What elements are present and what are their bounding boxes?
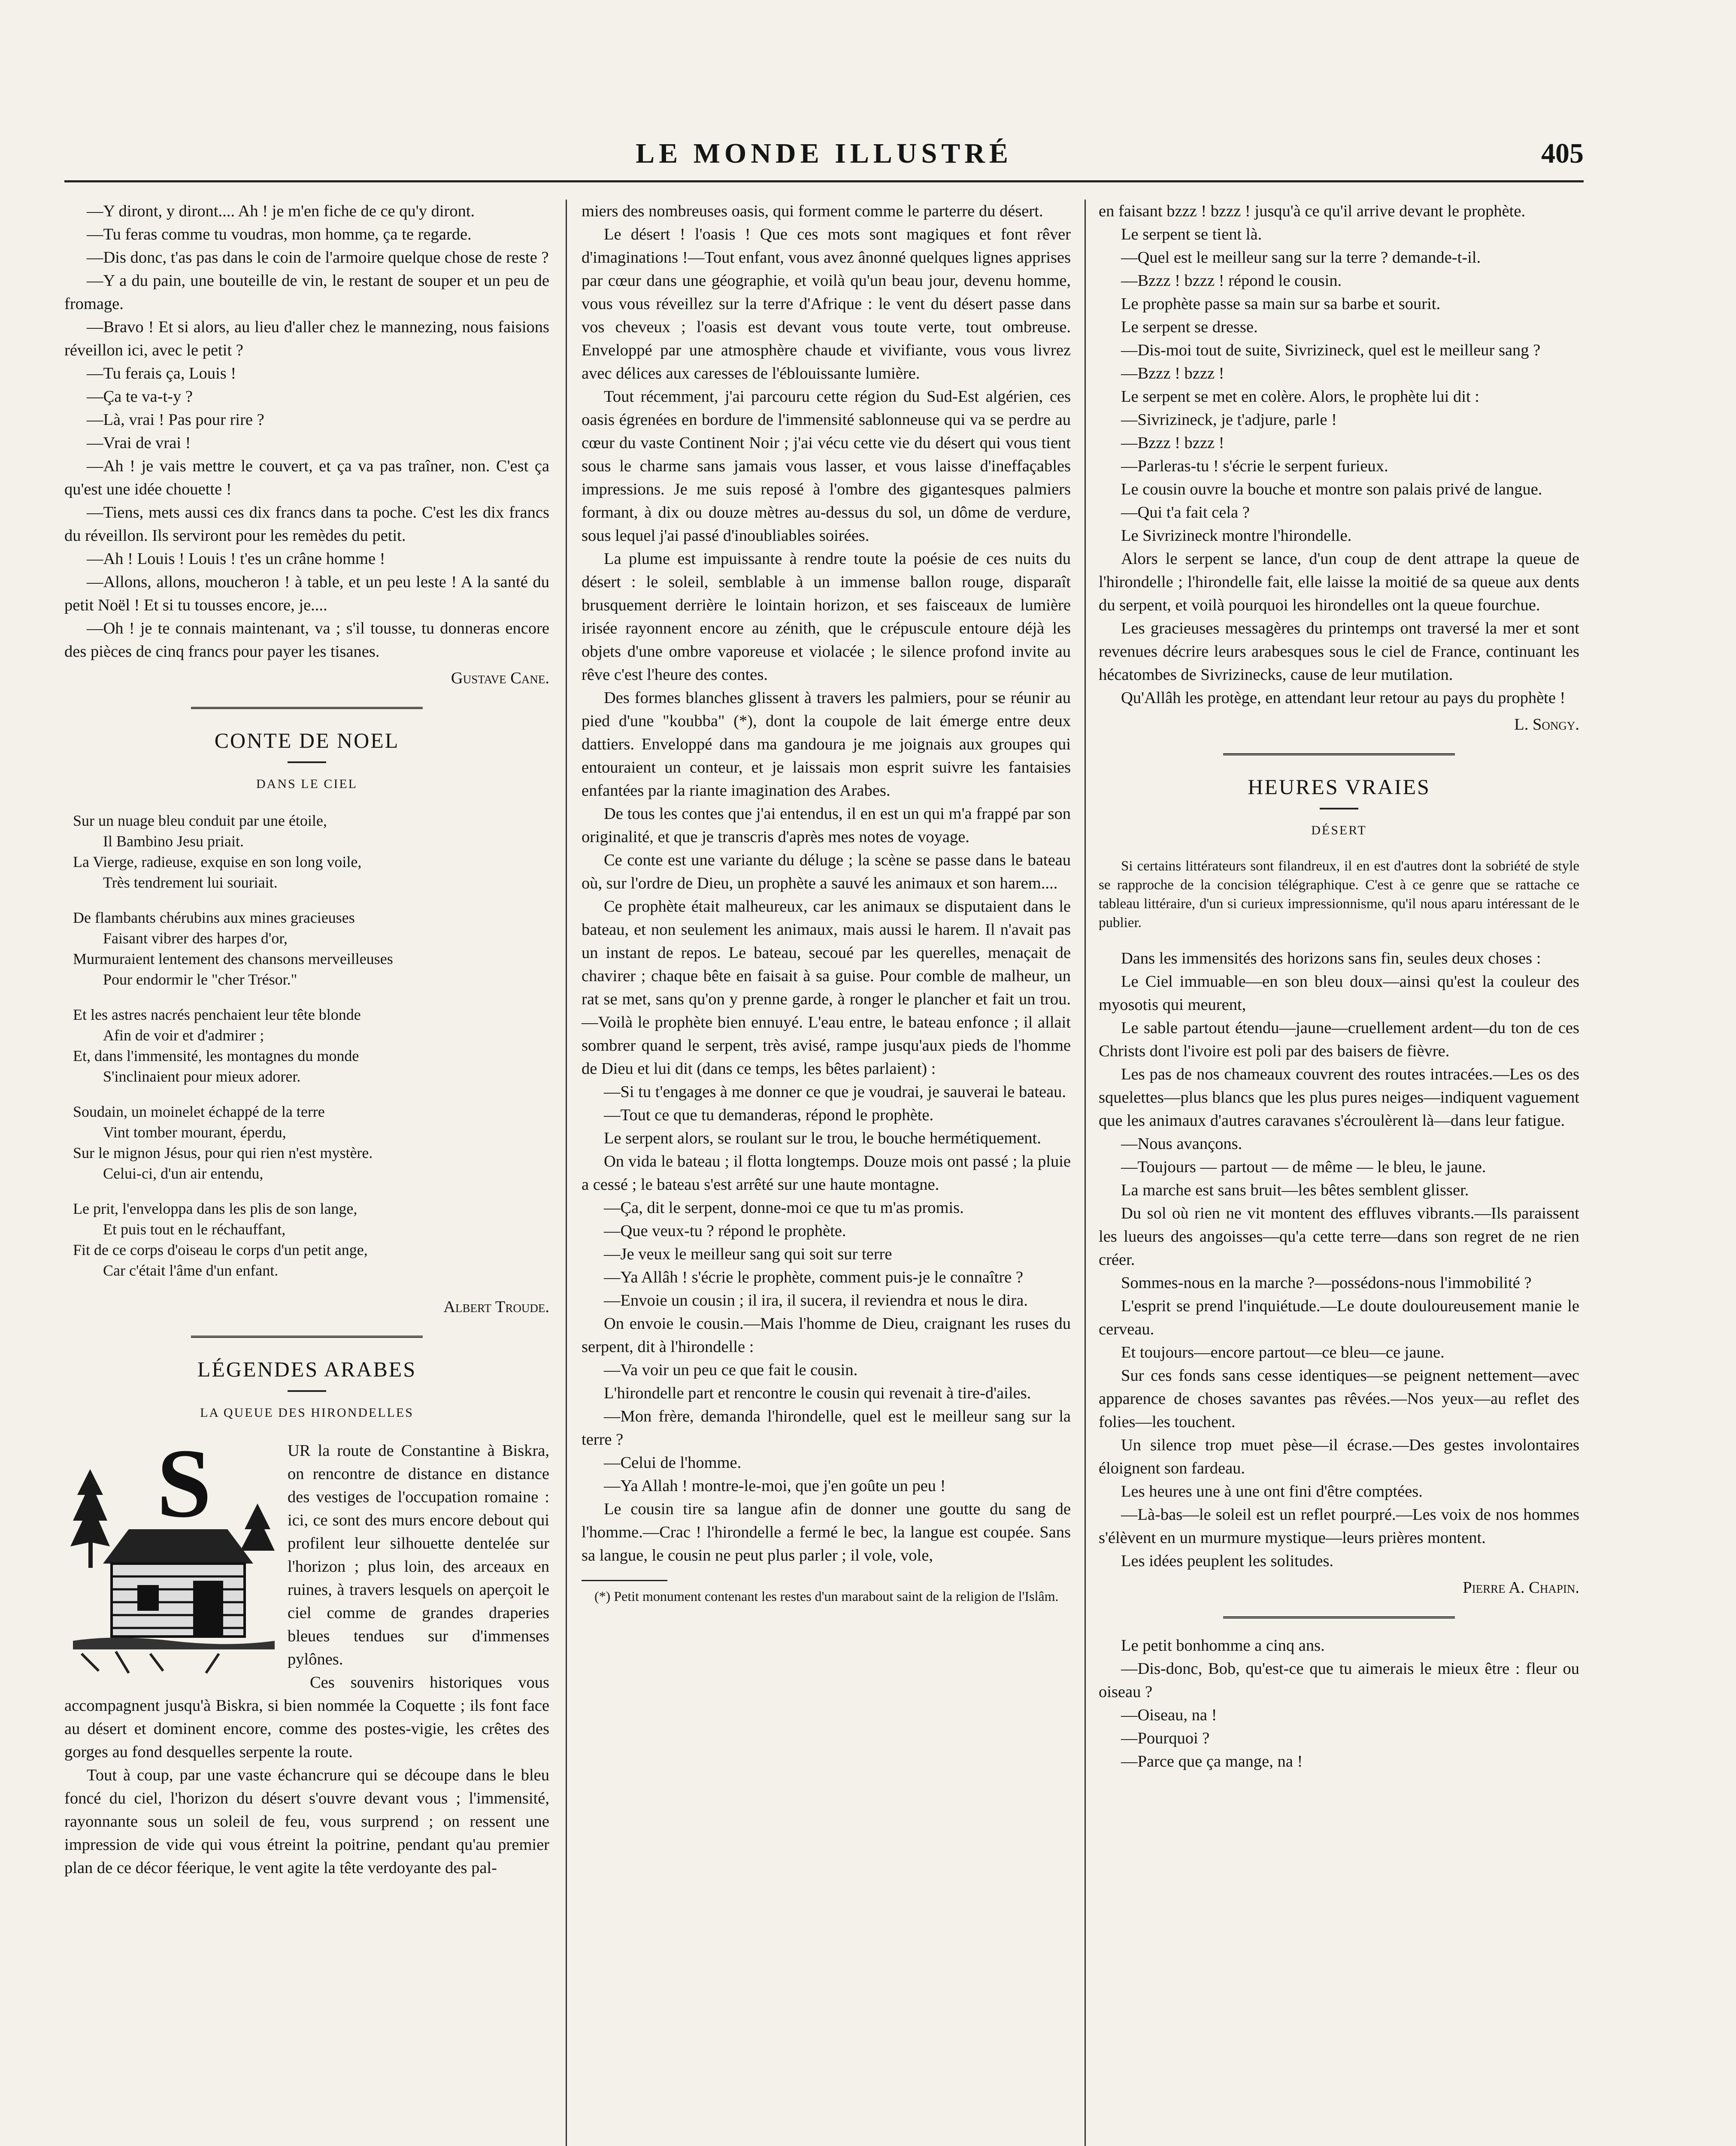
paragraph: Le Sivrizineck montre l'hirondelle. (1121, 527, 1352, 545)
paragraph: Sommes-nous en la marche ?—possédons-nous l'immobilité ? (1121, 1274, 1532, 1292)
paragraph: —Tu feras comme tu voudras, mon homme, ça te regarde. (87, 225, 472, 243)
paragraph: —Mon frère, demanda l'hirondelle, quel est le meilleur sang sur la terre ? (582, 1407, 1071, 1449)
poem-stanza (64, 907, 549, 990)
poem-stanza (64, 1101, 549, 1184)
section-separator (1223, 1616, 1455, 1621)
paragraph: —Toujours — partout — de même — le bleu, le jaune. (1121, 1158, 1486, 1176)
paragraph: —Nous avançons. (1121, 1135, 1242, 1153)
poem-line: Le prit, l'enveloppa dans les plis de son lange, (73, 1200, 358, 1217)
poem-line: Sur un nuage bleu conduit par une étoile, (73, 812, 327, 829)
paragraph: L'esprit se prend l'inquiétude.—Le doute douloureusement manie le cerveau. (1099, 1297, 1579, 1338)
section-separator (1223, 753, 1455, 758)
section-separator (191, 707, 423, 712)
paragraph: Le sable partout étendu—jaune—cruellement ardent—du ton de ces Christs dont l'ivoire est poli par des baisers de fièvre. (1099, 1019, 1579, 1060)
paragraph: —Que veux-tu ? répond le prophète. (604, 1222, 846, 1240)
column-1 (64, 200, 549, 1879)
paragraph: —Bzzz ! bzzz ! répond le cousin. (1121, 272, 1342, 290)
paragraph: —Ya Allah ! montre-le-moi, que j'en goûte un peu ! (604, 1477, 946, 1495)
poem (64, 810, 549, 1281)
paragraph: Les heures une à une ont fini d'être comptées. (1121, 1482, 1423, 1500)
paragraph: Du sol où rien ne vit montent des effluves vibrants.—Ils paraissent les lueurs des angoisses—qu'a cette terre—dans son regret de ne rien créer. (1099, 1204, 1579, 1269)
paragraph: La marche est sans bruit—les bêtes semblent glisser. (1121, 1181, 1469, 1199)
page-number: 405 (1541, 138, 1584, 169)
poem-line: Très tendrement lui souriait. (103, 874, 278, 891)
paragraph: —Ça, dit le serpent, donne-moi ce que tu m'as promis. (604, 1199, 964, 1217)
paragraph: —Tiens, mets aussi ces dix francs dans ta poche. C'est les dix francs du réveillon. Ils serviront pour les remèdes du petit. (64, 503, 549, 545)
paragraph: Qu'Allâh les protège, en attendant leur retour au pays du prophète ! (1121, 689, 1566, 707)
title-rule (288, 1390, 326, 1392)
poem-line: La Vierge, radieuse, exquise en son long voile, (73, 853, 362, 870)
column-2 (582, 200, 1071, 1605)
poem-stanza (64, 810, 549, 893)
paragraph: Le petit bonhomme a cinq ans. (1121, 1637, 1325, 1655)
paragraph: —Je veux le meilleur sang qui soit sur terre (604, 1245, 892, 1263)
paragraph: Dans les immensités des horizons sans fin, seules deux choses : (1121, 949, 1541, 967)
paragraph: —Quel est le meilleur sang sur la terre ? demande-t-il. (1121, 249, 1481, 267)
section-subtitle: DANS LE CIEL (256, 777, 358, 791)
paragraph: Les idées peuplent les solitudes. (1121, 1552, 1334, 1570)
paragraph: Le serpent se dresse. (1121, 318, 1258, 336)
paragraph: Les gracieuses messagères du printemps ont traversé la mer et sont revenues décrire leurs arabesques sous le ciel de France, continuant les hécatombes de Sivrizinecks, cause de leur mutilation. (1099, 619, 1579, 684)
paragraph: —Bzzz ! bzzz ! (1121, 364, 1224, 382)
paragraph: —Ah ! Louis ! Louis ! t'es un crâne homme ! (87, 550, 385, 568)
page-header (64, 137, 1584, 185)
paragraph: en faisant bzzz ! bzzz ! jusqu'à ce qu'il arrive devant le prophète. (1099, 202, 1526, 220)
paragraph: miers des nombreuses oasis, qui forment comme le parterre du désert. (582, 202, 1043, 220)
illustrated-opening (64, 1439, 549, 1879)
story-ending (64, 200, 549, 663)
paragraph: —Tout ce que tu demanderas, répond le prophète. (604, 1106, 934, 1124)
paragraph: L'hirondelle part et rencontre le cousin qui revenait à tire-d'ailes. (604, 1384, 1031, 1402)
paragraph: Ces souvenirs historiques vous accompagnent jusqu'à Biskra, si bien nommée la Coquette ; ils font face au désert et dominent encore, comme des postes-vigie, les crêtes des gorges au fond desquelles serpente la route. (64, 1673, 549, 1761)
column-3 (1099, 200, 1579, 1773)
paragraph: —Allons, allons, moucheron ! à table, et un peu leste ! A la santé du petit Noël ! Et si tu tousses encore, je.... (64, 573, 549, 614)
journal-title: LE MONDE ILLUSTRÉ (636, 138, 1012, 169)
poem-line: Sur le mignon Jésus, pour qui rien n'est mystère. (73, 1144, 373, 1161)
author-signature: Albert Troude. (443, 1298, 549, 1316)
paragraph: Et toujours—encore partout—ce bleu—ce jaune. (1121, 1343, 1445, 1361)
poem-line: Celui-ci, d'un air entendu, (103, 1165, 264, 1182)
header-rule (64, 180, 1584, 182)
paragraph: On vida le bateau ; il flotta longtemps. Douze mois ont passé ; la pluie a cessé ; le bateau s'est arrêté sur une haute montagne. (582, 1152, 1071, 1194)
poem-line: Pour endormir le "cher Trésor." (103, 971, 297, 988)
paragraph: Le prophète passe sa main sur sa barbe et sourit. (1121, 295, 1441, 313)
paragraph: Ce prophète était malheureux, car les animaux se disputaient dans le bateau, et non seulement les animaux, mais aussi le harem. Il n'avait pas un instant de repos. Le bateau, secoué par les querelles, menaçait de chavirer ; chaque bête en faisait à sa guise. Pour comble de malheur, un rat se met, sans qu'on y prenne garde, à ronger le plancher et fait un trou.—Voilà le prophète bien ennuyé. L'eau entre, le bateau enfonce ; il allait sombrer quand le serpent, très avisé, rampe jusqu'aux pieds de l'homme de Dieu et lui dit (dans ce temps, les bêtes parlaient) : (582, 897, 1071, 1078)
paragraph: —Bzzz ! bzzz ! (1121, 434, 1224, 452)
paragraph: Sur ces fonds sans cesse identiques—se peignent nettement—avec apparence de choses savantes pas rêvées.—Nos yeux—au reflet des folies—les touchent. (1099, 1367, 1579, 1431)
heures-text (1099, 947, 1579, 1573)
paragraph: Un silence trop muet pèse—il écrase.—Des gestes involontaires éloignent son fardeau. (1099, 1436, 1579, 1477)
legendes-conclusion (1099, 200, 1579, 709)
footnote: (*) Petit monument contenant les restes d'un marabout saint de la religion de l'Islâm. (594, 1588, 1059, 1604)
paragraph: —Sivrizineck, je t'adjure, parle ! (1121, 411, 1337, 429)
author-signature: Pierre A. Chapin. (1463, 1579, 1579, 1597)
paragraph: —Tu ferais ça, Louis ! (87, 364, 236, 382)
legendes-continued (582, 200, 1071, 1567)
section-separator (191, 1336, 423, 1340)
paragraph: —Qui t'a fait cela ? (1121, 503, 1250, 521)
paragraph: —Dis-donc, Bob, qu'est-ce que tu aimerais le mieux être : fleur ou oiseau ? (1099, 1660, 1579, 1701)
paragraph: Le désert ! l'oasis ! Que ces mots sont magiques et font rêver d'imaginations !—Tout enfant, vous avez ânonné quelques lignes apprises par cœur dans une géographie, et voilà qu'un beau jour, devenu homme, vous vous réveillez sur la terre d'Afrique : le vent du désert passe dans vos cheveux ; l'oasis est devant vous toute verte, tout ombreuse. Enveloppé par une atmosphère chaude et vivifiante, vous vous livrez avec délices aux caresses de l'éblouissante lumière. (582, 225, 1071, 382)
author-signature: L. Songy. (1514, 715, 1579, 734)
column-divider-1 (566, 200, 567, 2146)
paragraph: Ce conte est une variante du déluge ; la scène se passe dans le bateau où, sur l'ordre de Dieu, un prophète a sauvé les animaux et son harem.... (582, 851, 1071, 892)
section-subtitle: DÉSERT (1311, 823, 1367, 837)
drop-cap-letter: S (157, 1439, 212, 1538)
paragraph: UR la route de Constantine à Biskra, on rencontre de distance en distance des vestiges de l'occupation romaine : ici, ce sont des murs encore debout qui profilent leur silhouette dentelée sur l'horizon ; plus loin, des arceaux en ruines, à travers lesquels on aperçoit le ciel comme de grandes draperies bleues tendues sur d'immenses pylônes. (288, 1442, 549, 1668)
paragraph: La plume est impuissante à rendre toute la poésie de ces nuits du désert : le soleil, semblable à un immense ballon rouge, disparaît brusquement derrière le lointain horizon, et ses faisceaux de lumière irisée rayonnent encore au zénith, que le crépuscule entoure déjà les objets d'une ombre vaporeuse et violacée ; le silence profond invite au rêve c'est l'heure des contes. (582, 550, 1071, 684)
paragraph: —Y diront, y diront.... Ah ! je m'en fiche de ce qu'y diront. (87, 202, 475, 220)
poem-line: Fit de ce corps d'oiseau le corps d'un petit ange, (73, 1241, 368, 1258)
section-title: HEURES VRAIES (1248, 775, 1430, 799)
author-signature: Gustave Cane. (451, 669, 549, 687)
paragraph: Le serpent alors, se roulant sur le trou, le bouche hermétiquement. (604, 1129, 1041, 1147)
paragraph: —Parce que ça mange, na ! (1121, 1752, 1303, 1770)
poem-line: De flambants chérubins aux mines gracieuses (73, 909, 355, 926)
paragraph: Le serpent se met en colère. Alors, le prophète lui dit : (1121, 388, 1479, 406)
paragraph: Le cousin ouvre la bouche et montre son palais privé de langue. (1121, 480, 1542, 498)
paragraph: —Oiseau, na ! (1121, 1706, 1217, 1724)
paragraph: —Ah ! je vais mettre le couvert, et ça va pas traîner, non. C'est ça qu'est une idée chouette ! (64, 457, 549, 498)
drop-cap-illustration (64, 1439, 279, 1679)
title-rule (288, 761, 326, 763)
paragraph: Le Ciel immuable—en son bleu doux—ainsi qu'est la couleur des myosotis qui meurent, (1099, 973, 1579, 1014)
poem-line: Car c'était l'âme d'un enfant. (103, 1262, 279, 1279)
poem-line: Afin de voir et d'admirer ; (103, 1027, 264, 1044)
poem-line: Faisant vibrer des harpes d'or, (103, 930, 288, 947)
paragraph: Les pas de nos chameaux couvrent des routes intracées.—Les os des squelettes—plus blancs que les plus pures neiges—indiquent vaguement que les animaux d'autres caravanes s'écroulèrent là—dans leur fatigue. (1099, 1065, 1579, 1130)
poem-stanza (64, 1004, 549, 1087)
anecdote (1099, 1634, 1579, 1773)
title-rule (1320, 808, 1358, 809)
poem-line: S'inclinaient pour mieux adorer. (103, 1068, 301, 1085)
paragraph: Alors le serpent se lance, d'un coup de dent attrape la queue de l'hirondelle ; l'hirondelle fait, elle laisse la moitié de sa queue aux dents du serpent, et voilà pourquoi les hirondelles ont la queue fourchue. (1099, 550, 1579, 614)
paragraph: Des formes blanches glissent à travers les palmiers, pour se réunir au pied d'une "koubba" (*), dont la coupole de lait émerge entre deux dattiers. Enveloppé dans ma gandoura je me joignais aux groupes qui entouraient un conteur, et je laissais mon esprit suivre les fantaisies enfantées par la riante imagination des Arabes. (582, 689, 1071, 800)
poem-line: Et les astres nacrés penchaient leur tête blonde (73, 1006, 361, 1023)
paragraph: —Parleras-tu ! s'écrie le serpent furieux. (1121, 457, 1388, 475)
section-subtitle: LA QUEUE DES HIRONDELLES (200, 1406, 414, 1420)
paragraph: —Oh ! je te connais maintenant, va ; s'il tousse, tu donneras encore des pièces de cinq francs pour payer les tisanes. (64, 619, 549, 661)
footnote-rule (582, 1580, 667, 1581)
paragraph: —Pourquoi ? (1121, 1729, 1210, 1747)
paragraph: —Là, vrai ! Pas pour rire ? (87, 411, 264, 429)
paragraph: —Là-bas—le soleil est un reflet pourpré.—Les voix de nos hommes s'élèvent en un murmure mystique—leurs prières montent. (1099, 1506, 1579, 1547)
poem-line: Et, dans l'immensité, les montagnes du monde (73, 1047, 359, 1064)
paragraph: De tous les contes que j'ai entendus, il en est un qui m'a frappé par son originalité, et que je transcris d'après mes notes de voyage. (582, 805, 1071, 846)
column-divider-2 (1085, 200, 1086, 2146)
poem-line: Murmuraient lentement des chansons merveilleuses (73, 950, 393, 967)
paragraph: Le serpent se tient là. (1121, 225, 1262, 243)
editor-introduction: Si certains littérateurs sont filandreux, il en est d'autres dont la sobriété de style se rapproche de la concision télégraphique. C'est à ce genre que se rattache ce tableau littéraire, d'un si curieux impressionnisme, qu'il nous aparu intéressant de le publier. (1099, 858, 1579, 931)
paragraph: —Y a du pain, une bouteille de vin, le restant de souper et un peu de fromage. (64, 272, 549, 313)
poem-line: Soudain, un moinelet échappé de la terre (73, 1103, 325, 1120)
poem-line: Et puis tout en le réchauffant, (103, 1221, 286, 1238)
paragraph: On envoie le cousin.—Mais l'homme de Dieu, craignant les ruses du serpent, dit à l'hirondelle : (582, 1315, 1071, 1356)
paragraph: —Dis donc, t'as pas dans le coin de l'armoire quelque chose de reste ? (87, 249, 549, 267)
paragraph: —Ça te va-t-y ? (87, 388, 193, 406)
paragraph: —Celui de l'homme. (604, 1454, 742, 1472)
poem-line: Il Bambino Jesu priait. (103, 833, 244, 850)
paragraph: Tout récemment, j'ai parcouru cette région du Sud-Est algérien, ces oasis égrenées en bordure de l'immensité sablonneuse qui va se perdre au cœur du vaste Continent Noir ; j'ai vécu cette vie du désert qui vous tient sous le charme sans jamais vous lasser, et vous laisse d'ineffaçables impressions. Je me suis reposé à l'ombre des gigantesques palmiers formant, à dix ou douze mètres au-dessus du sol, un dôme de verdure, sous lequel j'ai passé d'inoubliables soirées. (582, 388, 1071, 545)
paragraph: —Dis-moi tout de suite, Sivrizineck, quel est le meilleur sang ? (1121, 341, 1541, 359)
paragraph: —Envoie un cousin ; il ira, il sucera, il reviendra et nous le dira. (604, 1291, 1028, 1309)
paragraph: —Si tu t'engages à me donner ce que je voudrai, je sauverai le bateau. (604, 1083, 1066, 1101)
poem-line: Vint tomber mourant, éperdu, (103, 1124, 286, 1141)
poem-stanza (64, 1198, 549, 1281)
paragraph: Tout à coup, par une vaste échancrure qui se découpe dans le bleu foncé du ciel, l'horizon du désert s'ouvre devant vous ; l'immensité, rayonnante sous un soleil de feu, vous surprend ; on ressent une impression de vide qui vous étreint la poitrine, pendant qu'au premier plan de ce décor féerique, le vent agite la tête verdoyante des pal- (64, 1766, 549, 1877)
paragraph: Le cousin tire sa langue afin de donner une goutte du sang de l'homme.—Crac ! l'hirondelle a fermé le bec, la langue est coupée. Sans sa langue, le cousin ne peut plus parler ; il vole, vole, (582, 1500, 1071, 1564)
section-title: CONTE DE NOEL (214, 728, 400, 752)
paragraph: —Va voir un peu ce que fait le cousin. (604, 1361, 858, 1379)
paragraph: —Vrai de vrai ! (87, 434, 191, 452)
paragraph: —Bravo ! Et si alors, au lieu d'aller chez le mannezing, nous faisions réveillon ici, avec le petit ? (64, 318, 549, 359)
section-title: LÉGENDES ARABES (197, 1357, 417, 1381)
paragraph: —Ya Allâh ! s'écrie le prophète, comment puis-je le connaître ? (604, 1268, 1023, 1286)
